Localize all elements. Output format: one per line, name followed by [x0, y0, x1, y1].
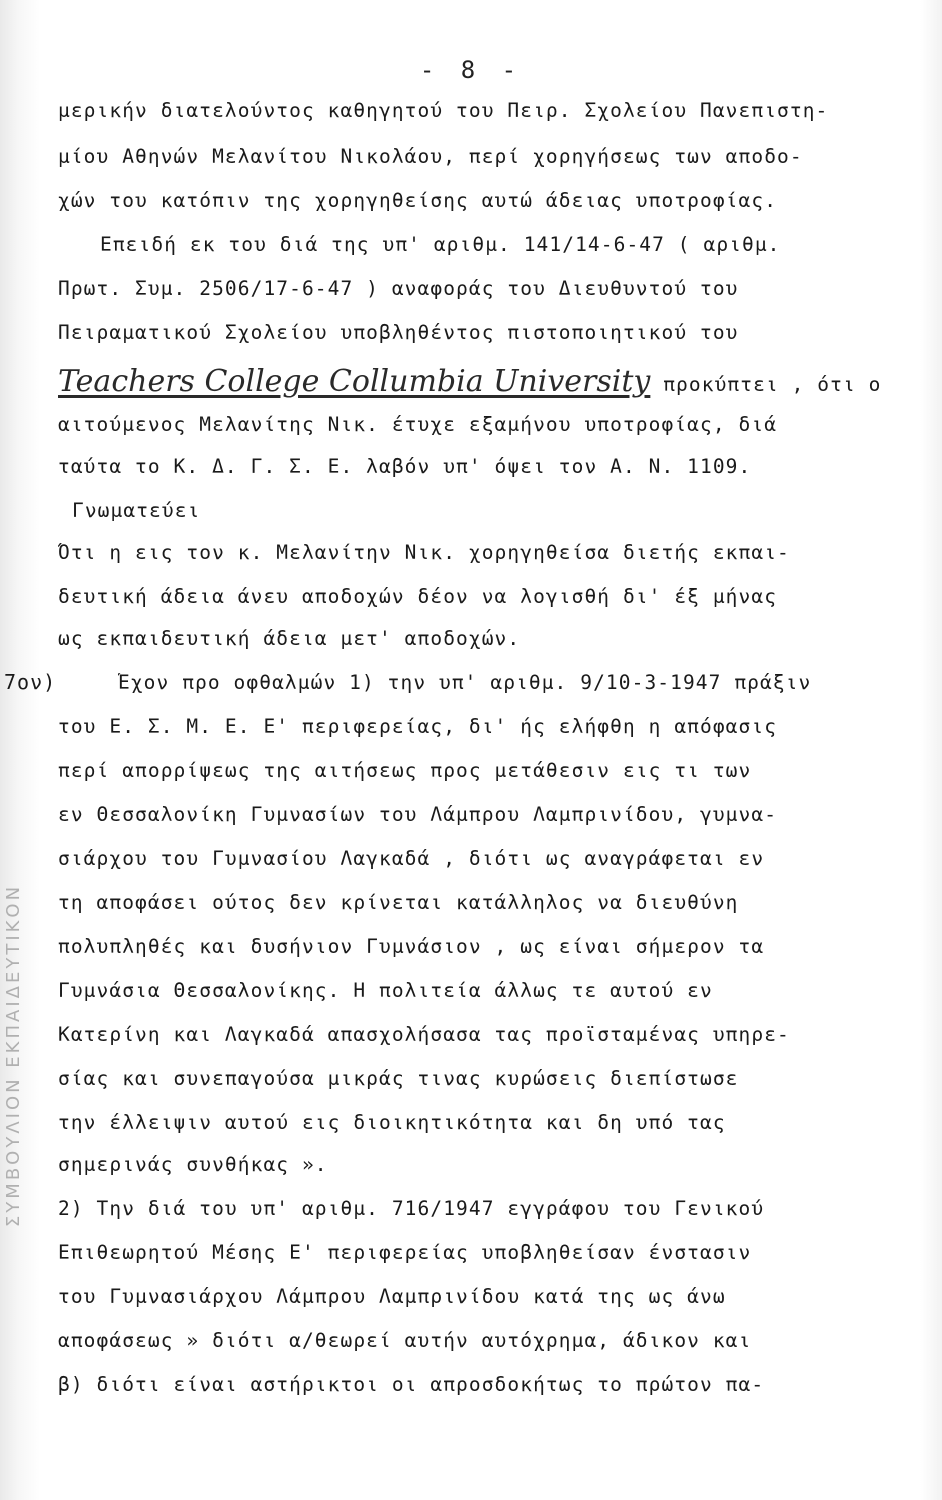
text-line: Γυμνάσια Θεσσαλονίκης. Η πολιτεία άλλως τε αυτού εν [58, 979, 713, 1002]
text-line: Πειραματικού Σχολείου υποβληθέντος πιστοποιητικού του [58, 321, 739, 344]
text-line: αποφάσεως » διότι α/θεωρεί αυτήν αυτόχρημα, άδικον και [58, 1329, 752, 1352]
text-line: πολυπληθές και δυσήνιον Γυμνάσιον , ως είναι σήμερον τα [58, 935, 765, 958]
text-line: χών του κατόπιν της χορηγηθείσης αυτώ άδειας υποτροφίας. [58, 189, 778, 212]
handwritten-line [58, 362, 908, 406]
text-line: Κατερίνη και Λαγκαδά απασχολήσασα τας προϊσταμένας υπηρε- [58, 1023, 790, 1046]
text-line: τη αποφάσει ούτος δεν κρίνεται κατάλληλος να διευθύνη [58, 891, 739, 914]
heading-line: Γνωματεύει [72, 499, 201, 522]
page-number: - 8 - [419, 56, 523, 84]
text-line: του Γυμνασιάρχου Λάμπρου Λαμπρινίδου κατά της ως άνω [58, 1285, 726, 1308]
text-line: σίας και συνεπαγούσα μικράς τινας κυρώσεις διεπίστωσε [58, 1067, 739, 1090]
text-line: αιτούμενος Μελανίτης Νικ. έτυχε εξαμήνου υποτροφίας, διά [58, 413, 778, 436]
text-line: την έλλειψιν αυτού εις διοικητικότητα και δη υπό τας [58, 1111, 726, 1134]
text-line: δευτική άδεια άνευ αποδοχών δέον να λογισθή δι' έξ μήνας [58, 585, 778, 608]
text-line: μερικήν διατελούντος καθηγητού του Πειρ. Σχολείου Πανεπιστη- [58, 99, 829, 122]
text-line: Επιθεωρητού Μέσης Ε' περιφερείας υποβληθείσαν ένστασιν [58, 1241, 752, 1264]
text-line: Έχον προ οφθαλμών 1) την υπ' αριθμ. 9/10-3-1947 πράξιν [118, 671, 812, 694]
text-line: ως εκπαιδευτική άδεια μετ' αποδοχών. [58, 627, 521, 650]
side-stamp-text: ΣΥΜΒΟΥΛΙΟΝ ΕΚΠΑΙΔΕΥΤΙΚΟΝ [3, 883, 25, 1227]
text-line: μίου Αθηνών Μελανίτου Νικολάου, περί χορηγήσεως των αποδο- [58, 145, 803, 168]
text-line: περί απορρίψεως της αιτήσεως προς μετάθεσιν εις τι των [58, 759, 752, 782]
text-line-tail: προκύπτει , ότι ο [663, 373, 882, 396]
text-line: σημερινάς συνθήκας ». [58, 1153, 328, 1176]
text-line: εν Θεσσαλονίκη Γυμνασίων του Λάμπρου Λαμπρινίδου, γυμνα- [58, 803, 778, 826]
margin-number: 7ον) [4, 670, 57, 694]
text-line: ταύτα το Κ. Δ. Γ. Σ. Ε. λαβόν υπ' όψει τον Α. Ν. 1109. [58, 455, 752, 478]
text-line: του Ε. Σ. Μ. Ε. Ε' περιφερείας, δι' ής ελήφθη η απόφασις [58, 715, 778, 738]
text-line: Επειδή εκ του διά της υπ' αριθμ. 141/14-6-47 ( αριθμ. [100, 233, 781, 256]
text-line: β) διότι είναι αστήρικτοι οι απροσδοκήτως το πρώτον πα- [58, 1373, 765, 1396]
text-line: σιάρχου του Γυμνασίου Λαγκαδά , διότι ως αναγράφεται εν [58, 847, 765, 870]
text-line: Ότι η εις τον κ. Μελανίτην Νικ. χορηγηθείσα διετής εκπαι- [58, 541, 790, 564]
side-stamp [0, 610, 28, 1500]
text-line: 2) Την διά του υπ' αριθμ. 716/1947 εγγράφου του Γενικού [58, 1197, 765, 1220]
handwritten-insert: Teachers College Collumbia University [58, 364, 651, 399]
text-line: Πρωτ. Συμ. 2506/17-6-47 ) αναφοράς του Διευθυντού του [58, 277, 739, 300]
